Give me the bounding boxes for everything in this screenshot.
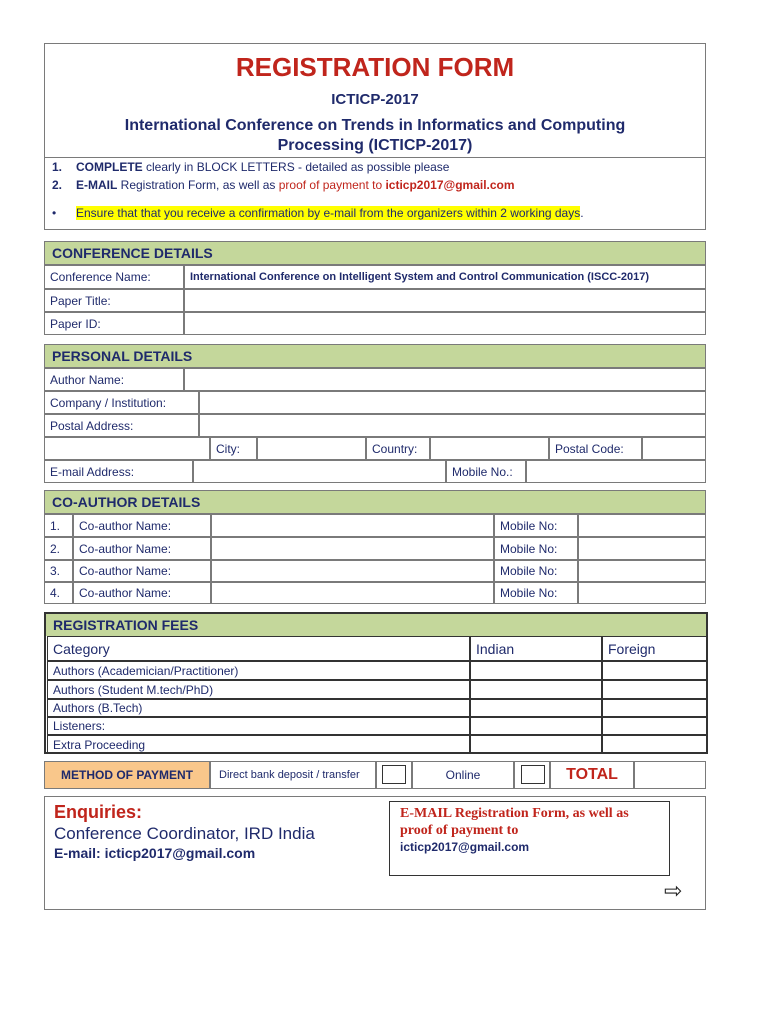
next-arrow-icon[interactable]: ⇨ bbox=[664, 878, 683, 903]
fee-row-foreign-field[interactable] bbox=[602, 735, 708, 754]
enquiries-email-label: E-mail bbox=[54, 845, 97, 861]
instruction-1-number: 1. bbox=[52, 160, 63, 174]
postal-code-label: Postal Code: bbox=[549, 437, 642, 460]
coordinator-name: Conference Coordinator, IRD India bbox=[54, 824, 315, 843]
city-field[interactable] bbox=[257, 437, 366, 460]
coauthor-details-heading: CO-AUTHOR DETAILS bbox=[44, 490, 706, 514]
postal-address-continuation[interactable] bbox=[44, 437, 210, 460]
coauthor-4-mobile-field[interactable] bbox=[578, 582, 706, 604]
total-label: TOTAL bbox=[550, 761, 634, 789]
form-title: REGISTRATION FORM bbox=[235, 52, 515, 82]
mobile-label: Mobile No.: bbox=[446, 460, 526, 483]
conference-details-heading: CONFERENCE DETAILS bbox=[44, 241, 706, 265]
fees-category-header: Category bbox=[47, 636, 470, 661]
fee-row-label: Authors (Student M.tech/PhD) bbox=[47, 680, 470, 699]
bank-transfer-checkbox[interactable] bbox=[382, 765, 406, 784]
coauthor-1-mobile-field[interactable] bbox=[578, 514, 706, 537]
instruction-1 bbox=[52, 160, 449, 174]
fee-row-label: Extra Proceeding bbox=[47, 735, 470, 754]
conference-code: ICTICP-2017 bbox=[331, 91, 419, 108]
instruction-2-number: 2. bbox=[52, 178, 63, 192]
company-field[interactable] bbox=[199, 391, 706, 414]
instruction-bullet bbox=[52, 206, 584, 220]
instruction-2-bold: E-MAIL bbox=[76, 178, 118, 192]
fee-row-label: Listeners: bbox=[47, 717, 470, 735]
coauthor-2-label: Co-author Name: bbox=[73, 537, 211, 560]
coauthor-1-mobile-label: Mobile No: bbox=[494, 514, 578, 537]
paper-id-field[interactable] bbox=[184, 312, 706, 335]
author-name-field[interactable] bbox=[184, 368, 706, 391]
fee-row-foreign-field[interactable] bbox=[602, 661, 708, 680]
instruction-1-bold: COMPLETE bbox=[76, 160, 143, 174]
notice-end: . bbox=[580, 206, 584, 220]
method-of-payment-label: METHOD OF PAYMENT bbox=[44, 761, 210, 789]
fee-row-foreign-field[interactable] bbox=[602, 680, 708, 699]
bank-transfer-option-label: Direct bank deposit / transfer bbox=[210, 761, 376, 789]
country-label: Country: bbox=[366, 437, 430, 460]
online-checkbox[interactable] bbox=[521, 765, 545, 784]
coauthor-3-name-field[interactable] bbox=[211, 560, 494, 582]
coauthor-2-mobile-field[interactable] bbox=[578, 537, 706, 560]
fee-row-indian-field[interactable] bbox=[470, 717, 602, 735]
postal-address-label: Postal Address: bbox=[44, 414, 199, 437]
instruction-2 bbox=[52, 178, 515, 192]
confirmation-notice: Ensure that that you receive a confirmation by e-mail from the organizers within 2 working days bbox=[76, 206, 581, 220]
online-option-label: Online bbox=[412, 761, 514, 789]
fee-row-indian-field[interactable] bbox=[470, 661, 602, 680]
instruction-2-email: icticp2017@gmail.com bbox=[385, 178, 515, 192]
conference-title-line2: Processing (ICTICP-2017) bbox=[277, 137, 473, 154]
city-label: City: bbox=[210, 437, 257, 460]
bullet-icon: • bbox=[52, 206, 57, 220]
personal-details-heading: PERSONAL DETAILS bbox=[44, 344, 706, 368]
conference-title-line1: International Conference on Trends in Informatics and Computing bbox=[124, 117, 626, 134]
email-address-field[interactable] bbox=[193, 460, 446, 483]
coauthor-1-number: 1. bbox=[44, 514, 73, 537]
header-divider bbox=[44, 157, 706, 158]
coauthor-4-number: 4. bbox=[44, 582, 73, 604]
coauthor-4-mobile-label: Mobile No: bbox=[494, 582, 578, 604]
coauthor-3-label: Co-author Name: bbox=[73, 560, 211, 582]
fee-row-foreign-field[interactable] bbox=[602, 717, 708, 735]
coauthor-4-name-field[interactable] bbox=[211, 582, 494, 604]
paper-title-label: Paper Title: bbox=[44, 289, 184, 312]
coauthor-2-number: 2. bbox=[44, 537, 73, 560]
conference-name-label: Conference Name: bbox=[44, 265, 184, 289]
submission-email[interactable]: icticp2017@gmail.com bbox=[400, 840, 530, 854]
fee-row-indian-field[interactable] bbox=[470, 680, 602, 699]
fees-foreign-header: Foreign bbox=[602, 636, 708, 661]
fee-row-foreign-field[interactable] bbox=[602, 699, 708, 717]
company-label: Company / Institution: bbox=[44, 391, 199, 414]
postal-code-field[interactable] bbox=[642, 437, 706, 460]
coauthor-3-mobile-label: Mobile No: bbox=[494, 560, 578, 582]
submission-line1: E-MAIL Registration Form, as well as bbox=[400, 806, 629, 821]
paper-id-label: Paper ID: bbox=[44, 312, 184, 335]
coauthor-3-mobile-field[interactable] bbox=[578, 560, 706, 582]
postal-address-field[interactable] bbox=[199, 414, 706, 437]
instruction-2-text-red: proof of payment to bbox=[278, 178, 386, 192]
coauthor-2-mobile-label: Mobile No: bbox=[494, 537, 578, 560]
enquiries-email bbox=[54, 845, 255, 861]
coauthor-3-number: 3. bbox=[44, 560, 73, 582]
paper-title-field[interactable] bbox=[184, 289, 706, 312]
fees-indian-header: Indian bbox=[470, 636, 602, 661]
coauthor-1-name-field[interactable] bbox=[211, 514, 494, 537]
enquiries-email-value[interactable]: : icticp2017@gmail.com bbox=[96, 845, 256, 861]
mobile-field[interactable] bbox=[526, 460, 706, 483]
total-field[interactable] bbox=[634, 761, 706, 789]
fee-row-indian-field[interactable] bbox=[470, 699, 602, 717]
registration-fees-heading: REGISTRATION FEES bbox=[46, 614, 706, 636]
country-field[interactable] bbox=[430, 437, 549, 460]
fee-row-label: Authors (B.Tech) bbox=[47, 699, 470, 717]
email-address-label: E-mail Address: bbox=[44, 460, 193, 483]
author-name-label: Author Name: bbox=[44, 368, 184, 391]
fee-row-indian-field[interactable] bbox=[470, 735, 602, 754]
submission-line2: proof of payment to bbox=[400, 823, 519, 838]
enquiries-heading: Enquiries: bbox=[54, 802, 143, 822]
instruction-2-text: Registration Form, as well as bbox=[117, 178, 279, 192]
coauthor-2-name-field[interactable] bbox=[211, 537, 494, 560]
coauthor-4-label: Co-author Name: bbox=[73, 582, 211, 604]
conference-name-value[interactable]: International Conference on Intelligent System and Control Communication (ISCC-2017) bbox=[184, 265, 706, 289]
instruction-1-text: clearly in BLOCK LETTERS - detailed as possible please bbox=[142, 160, 450, 174]
fee-row-label: Authors (Academician/Practitioner) bbox=[47, 661, 470, 680]
coauthor-1-label: Co-author Name: bbox=[73, 514, 211, 537]
